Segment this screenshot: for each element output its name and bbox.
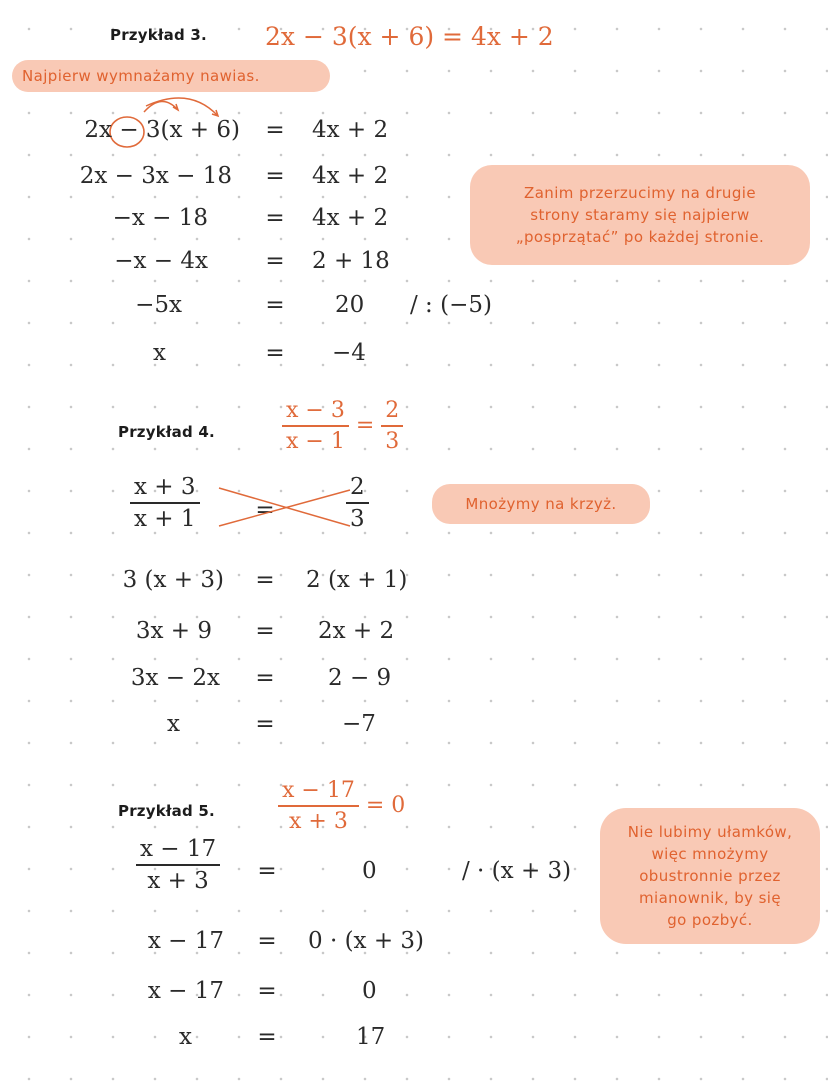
step-equals: = xyxy=(255,567,275,593)
step-equals: = xyxy=(257,928,277,954)
step-rhs: 4x + 2 xyxy=(312,205,389,231)
step-operation: / · (x + 3) xyxy=(462,858,572,884)
step-rhs: 20 xyxy=(335,292,365,318)
example-3-equation: 2x − 3(x + 6) = 4x + 2 xyxy=(265,22,554,51)
step-lhs: −x − 4x xyxy=(114,248,208,274)
step-equals: = xyxy=(265,292,285,318)
step-lhs: −5x xyxy=(135,292,182,318)
step-lhs: x − 17 xyxy=(147,978,224,1004)
fraction-numerator: 2 xyxy=(350,474,365,500)
step-equals: = xyxy=(255,665,275,691)
step-equals: = xyxy=(265,248,285,274)
step-rhs: 2 (x + 1) xyxy=(306,567,408,593)
step-operation: / : (−5) xyxy=(410,292,492,318)
step-rhs: 2x + 2 xyxy=(318,618,395,644)
note-remove-fraction: Nie lubimy ułamków, więc mnożymy obustronnie przez mianownik, by się go pozbyć. xyxy=(600,808,820,944)
fraction-numerator: x − 3 xyxy=(286,398,345,423)
fraction-denominator: 3 xyxy=(350,505,365,532)
fraction-denominator: x + 1 xyxy=(134,505,196,532)
example-5-equation xyxy=(278,778,405,834)
step-lhs: 2x − 3(x + 6) xyxy=(84,117,240,143)
fraction-numerator: x + 3 xyxy=(134,474,196,500)
step-equals: = xyxy=(265,117,285,143)
step-equals: = xyxy=(255,497,275,523)
step-rhs: 4x + 2 xyxy=(312,117,389,143)
fraction-denominator: 3 xyxy=(385,428,400,454)
step-lhs: x xyxy=(167,711,180,737)
step-lhs: 3x − 2x xyxy=(130,665,220,691)
note-clean-up-sides: Zanim przerzucimy na drugie strony staramy się najpierw „posprzątać” po każdej stronie. xyxy=(470,165,810,265)
fraction-denominator: x + 3 xyxy=(147,867,209,894)
step-rhs: 2 + 18 xyxy=(312,248,390,274)
fraction-denominator: x + 3 xyxy=(289,808,348,834)
step-equals: = xyxy=(255,618,275,644)
example-3-label: Przykład 3. xyxy=(110,26,207,44)
distribute-arrow-x xyxy=(144,101,178,112)
step-rhs: −7 xyxy=(342,711,376,737)
step-equals: = xyxy=(257,978,277,1004)
step-lhs: 3x + 9 xyxy=(135,618,212,644)
note-cross-multiply: Mnożymy na krzyż. xyxy=(432,484,650,524)
fraction-numerator: 2 xyxy=(385,398,400,423)
step-rhs: 0 xyxy=(362,978,377,1004)
fraction-denominator: x − 1 xyxy=(286,428,345,454)
distribute-arrow-6 xyxy=(146,98,218,116)
example-4-equation xyxy=(282,398,403,454)
example-4-first-line xyxy=(130,474,200,532)
equals-zero: = 0 xyxy=(365,792,406,818)
step-lhs: 2x − 3x − 18 xyxy=(79,163,232,189)
step-rhs: 2 − 9 xyxy=(328,665,392,691)
cross-multiply-lines xyxy=(215,482,355,532)
step-equals: = xyxy=(265,340,285,366)
step-rhs: 0 xyxy=(362,858,377,884)
example-5-first-line xyxy=(136,836,220,894)
step-equals: = xyxy=(257,858,277,884)
step-lhs: x − 17 xyxy=(147,928,224,954)
step-rhs: −4 xyxy=(332,340,366,366)
example-4-label: Przykład 4. xyxy=(118,423,215,441)
step-lhs: x xyxy=(153,340,166,366)
step-lhs: −x − 18 xyxy=(112,205,208,231)
equals-sign: = xyxy=(355,412,375,438)
step-equals: = xyxy=(257,1024,277,1050)
step-equals: = xyxy=(255,711,275,737)
note-expand-brackets: Najpierw wymnażamy nawias. xyxy=(12,60,330,92)
step-rhs: 0 · (x + 3) xyxy=(308,928,425,954)
step-rhs: 4x + 2 xyxy=(312,163,389,189)
step-lhs: 3 (x + 3) xyxy=(122,567,224,593)
fraction-numerator: x − 17 xyxy=(282,778,355,803)
step-equals: = xyxy=(265,163,285,189)
fraction-numerator: x − 17 xyxy=(140,836,217,862)
example-5-label: Przykład 5. xyxy=(118,802,215,820)
step-lhs: x xyxy=(179,1024,192,1050)
step-rhs: 17 xyxy=(356,1024,386,1050)
step-equals: = xyxy=(265,205,285,231)
